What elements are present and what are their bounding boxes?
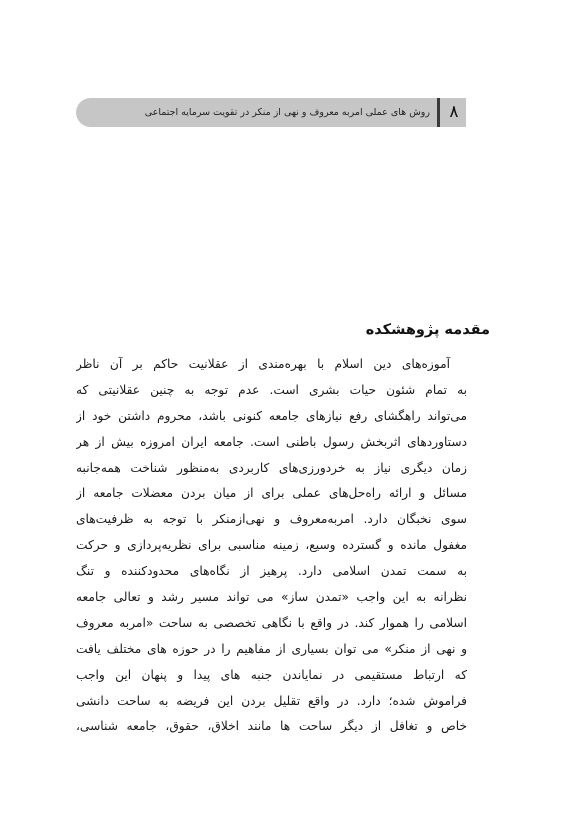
paragraph-line: نظرانه به این واجب «تمدن ساز» می تواند مسیر رشد و تعالی جامعه bbox=[76, 590, 467, 605]
page-number: ۸ bbox=[449, 102, 459, 122]
paragraph-line: که ارتباط مستقیمی در نمایاندن جنبه های پیدا و پنهان این واجب bbox=[76, 667, 467, 682]
paragraph-line: می‌تواند راهگشای رفع نیازهای جامعه کنونی باشد، محروم داشتن خود از bbox=[76, 408, 467, 423]
header-divider bbox=[437, 98, 440, 127]
paragraph-line: مغفول مانده و گسترده وسیع، زمینه مناسبی برای نظریه‌پردازی و حرکت bbox=[76, 538, 467, 553]
paragraph-line: به سمت تمدن اسلامی دارد. پرهیز از نگاه‌های محدودکننده و تنگ bbox=[76, 564, 467, 579]
paragraph-line: خاص و تغافل از دیگر ساحت ها مانند اخلاق، حقوق، جامعه شناسی، bbox=[76, 719, 467, 734]
paragraph-line: و نهی از منکر» می توان بسیاری از مفاهیم را در حوزه های مختلف یافت bbox=[76, 641, 467, 656]
paragraph-line: سوی نخبگان دارد. امربه‌معروف و نهی‌ازمنکر با توجه به ظرفیت‌های bbox=[76, 512, 467, 527]
paragraph-line: مسائل و ارائه راه‌حل‌های عملی برای از میان بردن معضلات جامعه از bbox=[76, 486, 467, 501]
paragraph-line: دستاوردهای اثربخش رسول باطنی است. جامعه ایران امروزه بیش از هر bbox=[76, 434, 467, 449]
body-paragraph bbox=[76, 352, 467, 740]
paragraph-line: به تمام شئون حیات بشری است. عدم توجه به چنین عقلانیتی که bbox=[76, 382, 467, 397]
paragraph-line: فراموش شده؛ دارد. در واقع تقلیل بردن این فریضه به ساحت دانشی bbox=[76, 693, 467, 708]
paragraph-line: زمان دیگری نیاز به خردورزی‌های کاربردی به‌منظور شناخت همه‌جانبه bbox=[76, 460, 467, 475]
section-heading: مقدمه پژوهشکده bbox=[365, 322, 490, 338]
running-header bbox=[76, 98, 466, 127]
paragraph-line: آموزه‌های دین اسلام با بهره‌مندی از عقلانیت حاکم بر آن ناظر bbox=[76, 357, 450, 371]
paragraph-line: اسلامی را هموار کند. در واقع با نگاهی تخصصی به ساحت «امربه معروف bbox=[76, 615, 467, 630]
running-header-title: روش های عملی امربه معروف و نهی از منکر در تقویت سرمایه اجتماعی bbox=[144, 107, 430, 118]
